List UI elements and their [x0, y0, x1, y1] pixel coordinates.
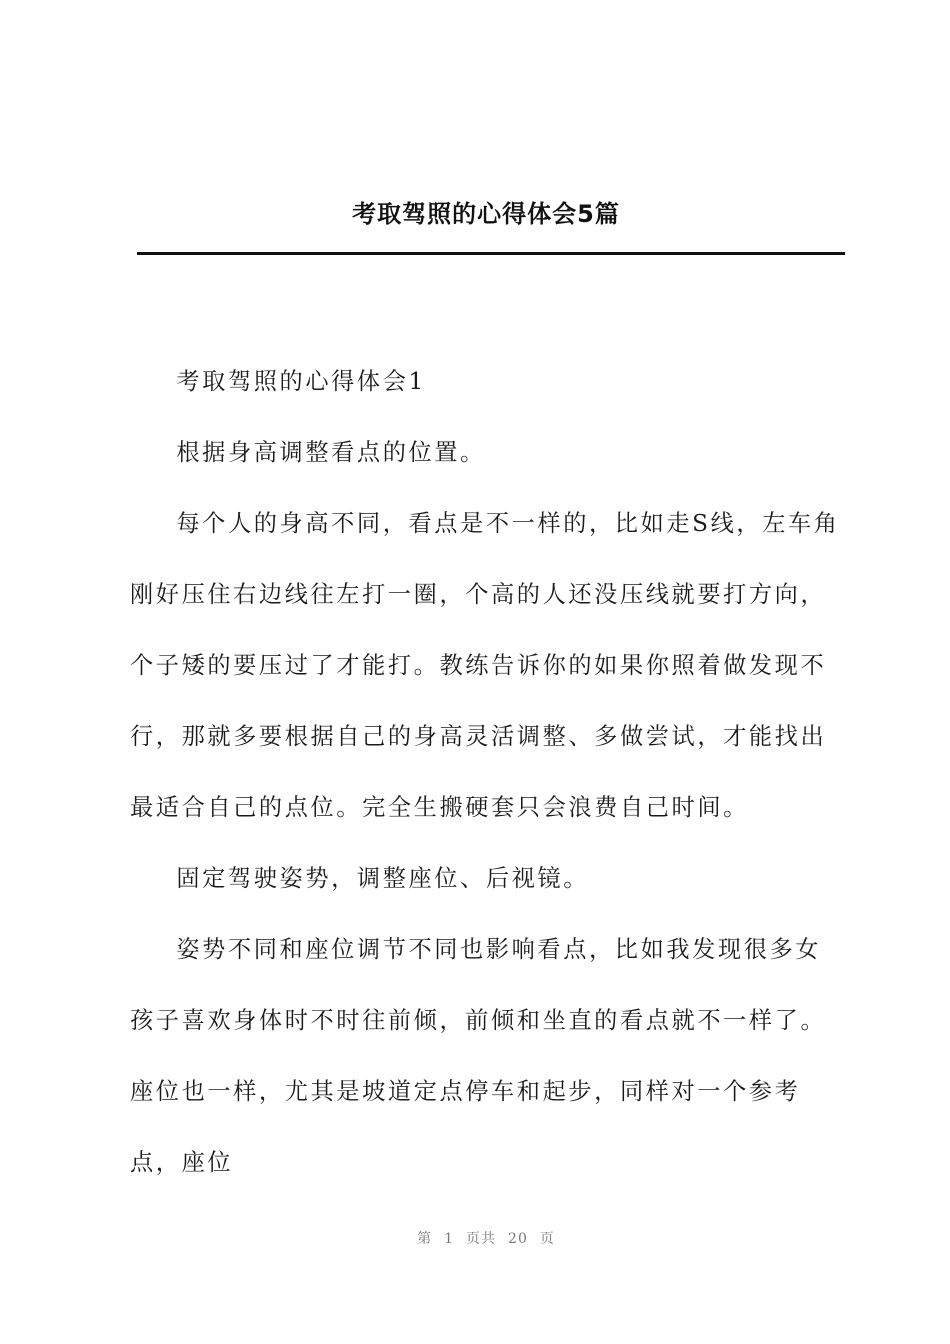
footer-total-pages: 20 [508, 1231, 528, 1247]
paragraph: 姿势不同和座位调节不同也影响看点，比如我发现很多女孩子喜欢身体时不时往前倾，前倾和坐直的看点就不一样了。座位也一样，尤其是坡道定点停车和起步，同样对一个参考点，座位 [130, 936, 827, 1176]
page-footer [0, 1228, 950, 1248]
document-body [130, 346, 842, 1198]
title-divider [137, 252, 845, 255]
paragraph: 每个人的身高不同，看点是不一样的，比如走S线，左车角刚好压住右边线往左打一圈，个高的人还没压线就要打方向，个子矮的要压过了才能打。教练告诉你的如果你照着做发现不行，那就多要根据自己的身高灵活调整、多做尝试，才能找出最适合自己的点位。完全生搬硬套只会浪费自己时间。 [130, 510, 840, 821]
footer-label: 页 [539, 1231, 555, 1247]
footer-current-page: 1 [444, 1231, 455, 1247]
footer-label: 页共 [466, 1231, 497, 1247]
footer-label: 第 [417, 1231, 433, 1247]
paragraph: 根据身高调整看点的位置。 [176, 439, 486, 466]
section-heading: 考取驾照的心得体会1 [176, 368, 426, 395]
paragraph: 固定驾驶姿势，调整座位、后视镜。 [176, 865, 589, 892]
document-title: 考取驾照的心得体会5篇 [352, 200, 620, 228]
